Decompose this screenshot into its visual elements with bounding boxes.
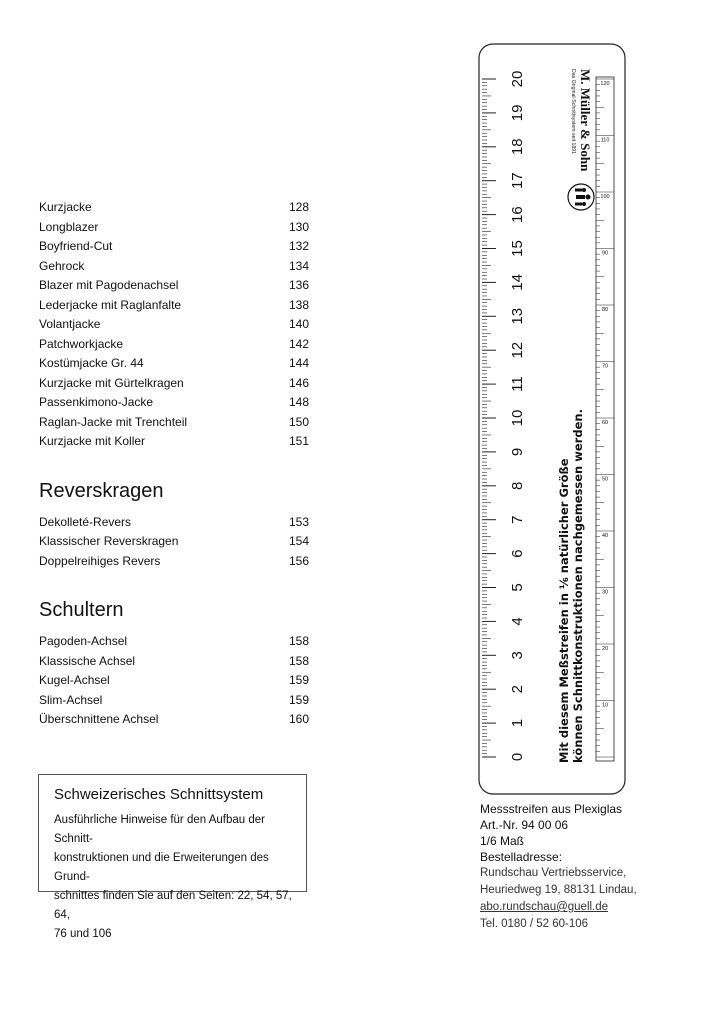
cm-label: 19 <box>509 104 526 122</box>
info-box <box>38 774 307 940</box>
toc-list-schultern <box>39 632 309 730</box>
info-box-line: schnittes finden Sie auf den Seiten: 22, 54, 57, 64, <box>54 890 292 921</box>
sixth-scale-label: 30 <box>601 589 609 596</box>
measuring-strip <box>478 43 626 795</box>
sixth-scale-label: 50 <box>601 476 609 483</box>
toc-entry-title: Kugel-Achsel <box>39 673 110 687</box>
toc-entry <box>39 710 309 730</box>
order-email-link[interactable]: abo.rundschau@guell.de <box>480 901 609 913</box>
toc-entry-page: 151 <box>288 434 309 448</box>
sixth-scale-label: 80 <box>601 307 609 313</box>
toc-entry <box>39 632 309 652</box>
section-title-reverskragen: Reverskragen <box>39 479 164 502</box>
toc-entry <box>39 237 309 257</box>
toc-entry-page: 140 <box>288 317 309 331</box>
cm-label: 6 <box>509 549 526 558</box>
toc-entry <box>39 671 309 691</box>
cm-label: 2 <box>509 685 526 694</box>
toc-entry-title: Klassische Achsel <box>39 653 136 668</box>
sixth-scale-label: 60 <box>601 420 609 426</box>
cm-label: 14 <box>509 274 526 291</box>
toc-entry-page: 148 <box>288 395 309 409</box>
toc-list-jacken <box>39 198 309 452</box>
toc-entry-page: 158 <box>288 634 309 648</box>
sixth-scale-label: 20 <box>601 646 609 652</box>
info-box-line: Ausführliche Hinweise für den Aufbau der Schnitt- <box>54 814 265 845</box>
cm-label: 0 <box>509 752 526 762</box>
cm-label: 20 <box>509 70 526 88</box>
toc-entry <box>39 413 309 433</box>
toc-entry-page: 156 <box>288 553 309 568</box>
toc-entry-title: Slim-Achsel <box>39 692 103 707</box>
toc-entry-page: 142 <box>288 336 309 351</box>
brand-name: M. Müller & Sohn <box>578 69 593 172</box>
toc-entry-page: 138 <box>288 297 309 312</box>
order-address-line: Heuriedweg 19, 88131 Lindau, <box>480 884 637 896</box>
toc-entry-page: 136 <box>288 278 309 292</box>
toc-entry-page: 160 <box>288 712 309 726</box>
info-box-line: konstruktionen und die Erweiterungen des Grund- <box>54 852 269 883</box>
toc-entry <box>39 335 309 355</box>
strip-text-line-2: können Schnittkonstruktionen nachgemessen werden. <box>571 409 585 763</box>
sixth-scale-bar <box>596 77 614 761</box>
order-info <box>480 801 680 933</box>
toc-entry-page: 158 <box>288 653 309 668</box>
toc-entry-title: Lederjacke mit Raglanfalte <box>39 297 182 312</box>
toc-entry <box>39 374 309 394</box>
centimeter-ticks <box>482 79 496 757</box>
toc-entry-title: Boyfriend-Cut <box>39 239 113 253</box>
sixth-scale-label: 90 <box>601 250 609 257</box>
toc-entry <box>39 198 309 218</box>
toc-entry-title: Kurzjacke mit Gürtelkragen <box>39 375 184 390</box>
toc-entry-title: Pagoden-Achsel <box>39 634 128 648</box>
section-title-schultern: Schultern <box>39 599 124 621</box>
toc-entry <box>39 652 309 672</box>
toc-entry-page: 153 <box>288 514 309 529</box>
brand-subtitle: Das Original-Schnittsystem seit 1891 <box>570 69 576 155</box>
toc-entry-page: 146 <box>288 375 309 390</box>
toc-entry-page: 159 <box>288 673 309 687</box>
toc-entry <box>39 532 309 552</box>
toc-entry-title: Dekolleté-Revers <box>39 514 132 529</box>
cm-label: 7 <box>509 515 526 524</box>
order-address-label: Bestelladresse: <box>480 850 563 864</box>
toc-entry-page: 150 <box>288 414 309 429</box>
toc-entry-page: 144 <box>288 356 309 370</box>
toc-entry-title: Volantjacke <box>39 317 101 331</box>
cm-label: 1 <box>509 718 526 728</box>
toc-entry-title: Gehrock <box>39 258 85 273</box>
order-scale: 1/6 Maß <box>480 834 525 848</box>
cm-label: 5 <box>509 583 526 592</box>
toc-entry-title: Blazer mit Pagodenachsel <box>39 278 179 292</box>
toc-entry <box>39 296 309 316</box>
info-box-line: 76 und 106 <box>54 928 112 940</box>
sixth-scale-label: 110 <box>600 137 610 144</box>
cm-label: 18 <box>509 138 526 156</box>
toc-entry <box>39 218 309 238</box>
measuring-strip-graphic <box>478 43 626 795</box>
cm-label: 16 <box>509 206 526 223</box>
toc-entry-title: Patchworkjacke <box>39 336 124 351</box>
order-product: Messstreifen aus Plexiglas <box>480 802 623 816</box>
toc-entry-page: 154 <box>288 534 309 548</box>
order-phone: Tel. 0180 / 52 60-106 <box>480 918 589 930</box>
sixth-scale-label: 70 <box>601 363 609 370</box>
toc-entry <box>39 513 309 533</box>
toc-entry <box>39 257 309 277</box>
toc-entry-title: Klassischer Reverskragen <box>39 534 179 548</box>
cm-label: 3 <box>509 651 526 660</box>
toc-entry <box>39 315 309 335</box>
toc-entry-title: Kostümjacke Gr. 44 <box>39 356 144 370</box>
order-article-number: Art.-Nr. 94 00 06 <box>480 818 569 832</box>
sixth-scale-label: 40 <box>601 533 609 539</box>
info-box-title: Schweizerisches Schnittsystem <box>54 786 264 803</box>
toc-entry-page: 128 <box>288 200 309 214</box>
toc-entry-page: 134 <box>288 258 309 273</box>
toc-list-reverskragen <box>39 513 309 572</box>
toc-entry-page: 132 <box>288 239 309 253</box>
cm-label: 8 <box>509 481 526 490</box>
cm-label: 11 <box>509 376 526 392</box>
toc-entry <box>39 276 309 296</box>
toc-entry-title: Raglan-Jacke mit Trenchteil <box>39 414 188 429</box>
order-address-line: Rundschau Vertriebsservice, <box>480 867 627 879</box>
cm-label: 15 <box>509 240 526 257</box>
table-of-contents <box>39 198 309 730</box>
centimeter-labels <box>509 71 526 762</box>
toc-entry-page: 130 <box>288 219 309 234</box>
sixth-scale-label: 100 <box>600 194 610 200</box>
cm-label: 17 <box>509 172 526 190</box>
toc-entry-title: Kurzjacke <box>39 200 92 214</box>
cm-label: 12 <box>509 341 526 359</box>
cm-label: 13 <box>509 307 526 325</box>
cm-label: 4 <box>509 617 526 626</box>
toc-entry-title: Kurzjacke mit Koller <box>39 434 146 448</box>
cm-label: 10 <box>509 409 526 427</box>
toc-entry <box>39 393 309 413</box>
toc-entry-page: 159 <box>288 692 309 707</box>
toc-entry-title: Passenkimono-Jacke <box>39 395 154 409</box>
sixth-scale-label: 10 <box>601 702 609 709</box>
toc-entry <box>39 432 309 452</box>
toc-entry <box>39 354 309 374</box>
sixth-scale-label: 120 <box>600 81 610 87</box>
toc-entry-title: Doppelreihiges Revers <box>39 553 161 568</box>
toc-entry <box>39 691 309 711</box>
cm-label: 9 <box>509 447 526 457</box>
toc-entry-title: Longblazer <box>39 219 99 234</box>
info-box-text <box>54 811 292 944</box>
toc-entry-title: Überschnittene Achsel <box>39 712 159 726</box>
strip-text-line-1: Mit diesem Meßstreifen in ⅙ natürlicher Größe <box>557 458 571 763</box>
toc-entry <box>39 552 309 572</box>
